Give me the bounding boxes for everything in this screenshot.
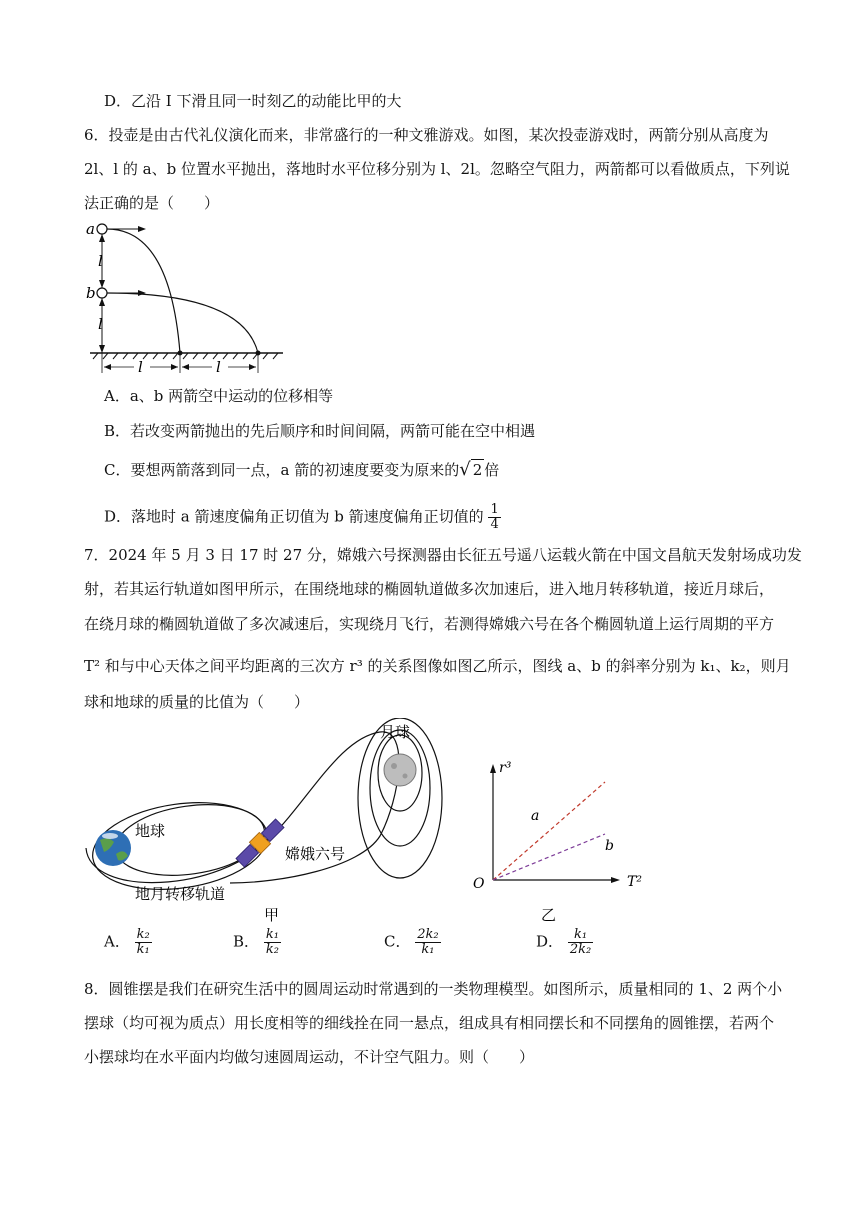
line-b <box>493 834 605 880</box>
origin-label: O <box>473 876 485 892</box>
option-label: C． <box>384 932 411 951</box>
q6-option-c: C．要想两箭落到同一点，a 箭的初速度要变为原来的√ 2 倍 <box>104 459 500 480</box>
q7-stem-line3: 在绕月球的椭圆轨道做了多次减速后，实现绕月飞行，若测得嫦娥六号在各个椭圆轨道上运行周期的平方 <box>84 615 775 633</box>
q5-option-d: D．乙沿 I 下滑且同一时刻乙的动能比甲的大 <box>104 92 402 110</box>
x-axis-label: T² <box>627 874 642 890</box>
probe-icon <box>235 818 286 869</box>
option-num: k₁ <box>568 928 593 943</box>
q7-option-c <box>384 928 441 957</box>
q6-option-d-den: 4 <box>490 517 499 532</box>
q6-option-d-num: 1 <box>490 502 499 517</box>
transfer-orbit-label: 地月转移轨道 <box>135 885 226 903</box>
q7-option-d <box>536 928 593 957</box>
q6-option-c-sqrt: 2 <box>472 461 483 479</box>
option-label: A． <box>104 932 130 951</box>
q7-option-a <box>104 928 152 957</box>
q7-graph-figure <box>465 758 650 923</box>
option-label: B． <box>233 932 260 951</box>
q8-stem-line3: 小摆球均在水平面内均做匀速圆周运动，不计空气阻力。则（ ） <box>84 1048 535 1066</box>
option-label: D． <box>536 932 564 951</box>
option-den: 2k₂ <box>569 942 592 957</box>
moon-label: 月球 <box>380 723 411 741</box>
q7-stem-line2: 射，若其运行轨道如图甲所示，在围绕地球的椭圆轨道做多次加速后，进入地月转移轨道，接近月球后， <box>84 580 775 598</box>
line-a-label: a <box>531 808 540 824</box>
line-a <box>493 782 605 880</box>
q6-option-c-text: C．要想两箭落到同一点，a 箭的初速度要变为原来的 <box>104 461 460 479</box>
q7-stem-line5: 球和地球的质量的比值为（ ） <box>84 693 310 711</box>
moon-icon <box>384 754 416 786</box>
y-axis-label: r³ <box>499 760 512 776</box>
label-b: b <box>86 284 96 302</box>
earth-label: 地球 <box>135 822 166 840</box>
q6-option-d <box>104 503 501 532</box>
q7-orbit-figure <box>80 718 460 923</box>
q6-option-c-suffix: 倍 <box>484 461 500 479</box>
q7-option-b <box>233 928 281 957</box>
option-num: k₂ <box>136 927 150 942</box>
label-l-lower: l <box>98 315 103 333</box>
fig-yi-caption: 乙 <box>541 906 557 923</box>
label-l-right: l <box>216 358 221 376</box>
option-den: k₁ <box>136 942 150 957</box>
q6-option-a: A．a、b 两箭空中运动的位移相等 <box>104 387 334 405</box>
line-b-label: b <box>605 838 614 854</box>
option-den: k₂ <box>265 942 279 957</box>
q6-stem-line2: 2l、l 的 a、b 位置水平抛出，落地时水平位移分别为 l、2l。忽略空气阻力，两箭都可以看做质点，下列说 <box>84 160 790 178</box>
q6-stem-line3: 法正确的是（ ） <box>84 194 220 212</box>
q8-stem-line2: 摆球（均可视为质点）用长度相等的细线拴在同一悬点，组成具有相同摆长和不同摆角的圆锥摆，若两个 <box>84 1014 775 1032</box>
option-num: 2k₂ <box>417 927 439 942</box>
q7-stem-line1: 7．2024 年 5 月 3 日 17 时 27 分，嫦娥六号探测器由长征五号遥八运载火箭在中国文昌航天发射场成功发 <box>84 546 802 564</box>
label-a: a <box>86 220 95 238</box>
q6-projectile-figure <box>78 218 293 378</box>
probe-label: 嫦娥六号 <box>285 845 346 863</box>
option-den: k₁ <box>421 942 435 957</box>
q6-option-b: B．若改变两箭抛出的先后顺序和时间间隔，两箭可能在空中相遇 <box>104 422 536 440</box>
label-l-upper: l <box>98 252 103 270</box>
q6-option-d-text: D．落地时 a 箭速度偏角正切值为 b 箭速度偏角正切值的 <box>104 507 484 526</box>
label-l-left: l <box>138 358 143 376</box>
option-num: k₁ <box>265 927 279 942</box>
q6-stem-line1: 6．投壶是由古代礼仪演化而来，非常盛行的一种文雅游戏。如图，某次投壶游戏时，两箭分别从高度为 <box>84 126 769 144</box>
q7-stem-line4: T² 和与中心天体之间平均距离的三次方 r³ 的关系图像如图乙所示，图线 a、b 的斜率分别为 k₁、k₂，则月 <box>84 657 791 675</box>
fig-jia-caption: 甲 <box>264 906 280 923</box>
q8-stem-line1: 8．圆锥摆是我们在研究生活中的圆周运动时常遇到的一类物理模型。如图所示，质量相同的 1、2 两个小 <box>84 980 783 998</box>
